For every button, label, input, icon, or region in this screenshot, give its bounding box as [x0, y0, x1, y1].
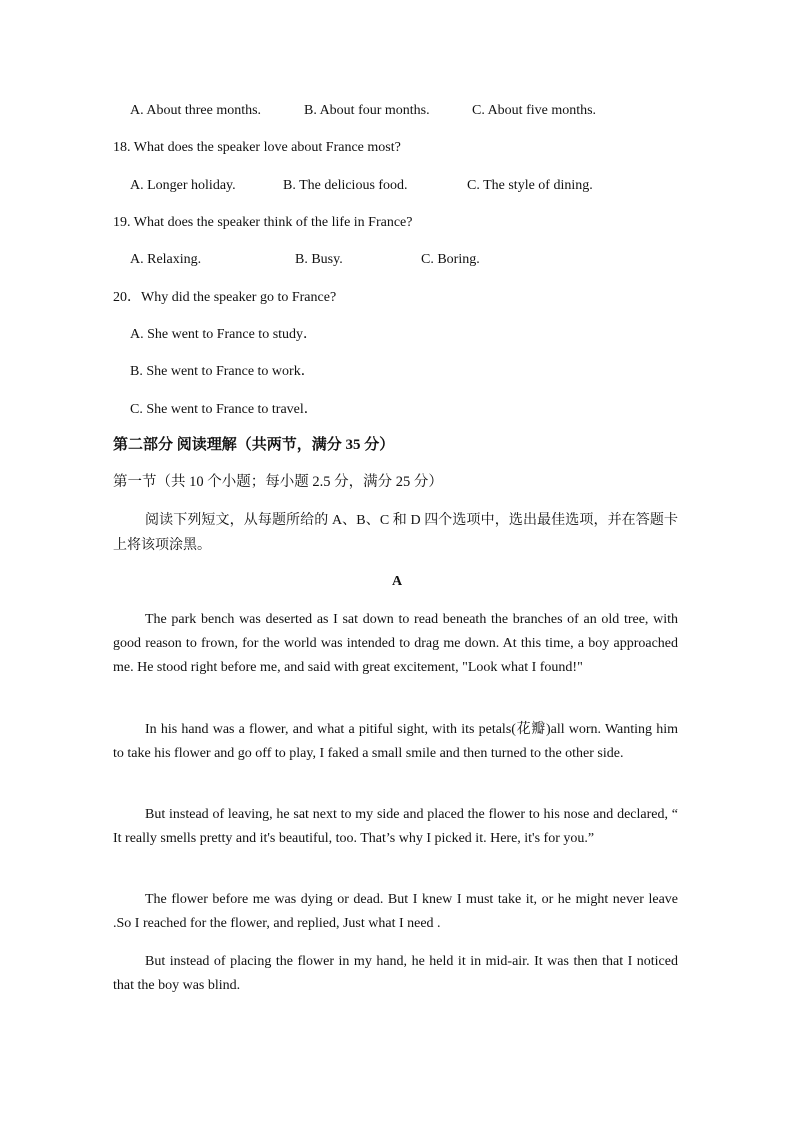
q19-option-c: C. Boring.: [421, 252, 480, 267]
passage-paragraph-4: The flower before me was dying or dead. But I knew I must take it, or he might never leave .So I reached for the flower, and replied, Just what I need .: [113, 892, 678, 931]
q18-option-a: A. Longer holiday.: [130, 178, 236, 193]
passage-paragraph-3: But instead of leaving, he sat next to my side and placed the flower to his nose and declared, “ It really smells pretty and it's beautiful, too. That’s why I picked it. Here, it's for you.”: [113, 807, 678, 846]
q20-option-b: B. She went to France to work．: [130, 364, 315, 379]
part2-title: 第二部分 阅读理解（共两节，满分 35 分）: [113, 437, 395, 453]
q17-option-a: A. About three months.: [130, 103, 262, 118]
q19-question: 19. What does the speaker think of the life in France?: [113, 215, 413, 230]
q18-question: 18. What does the speaker love about France most?: [113, 140, 401, 155]
passage-paragraph-1: The park bench was deserted as I sat down to read beneath the branches of an old tree, with good reason to frown, for the world was intended to drag me down. At this time, a boy approached me. He stood right before me, and said with great excitement, "Look what I found!": [113, 612, 678, 675]
q20-question: 20．Why did the speaker go to France?: [113, 290, 337, 305]
q19-option-b: B. Busy.: [295, 252, 343, 267]
passage-paragraph-5: But instead of placing the flower in my hand, he held it in mid-air. It was then that I noticed that the boy was blind.: [113, 954, 678, 993]
q20-option-a: A. She went to France to study．: [130, 327, 318, 342]
q17-option-b: B. About four months.: [304, 103, 430, 118]
q19-option-a: A. Relaxing.: [130, 252, 202, 267]
q17-option-c: C. About five months.: [472, 103, 597, 118]
q18-option-c: C. The style of dining.: [467, 178, 593, 193]
instructions: 阅读下列短文，从每题所给的 A、B、C 和 D 四个选项中，选出最佳选项，并在答题卡上将该项涂黑。: [113, 513, 678, 553]
q20-option-c: C. She went to France to travel．: [130, 402, 318, 417]
section1-title: 第一节（共 10 个小题；每小题 2.5 分，满分 25 分）: [113, 474, 443, 490]
passage-label: A: [391, 574, 403, 589]
passage-paragraph-2: In his hand was a flower, and what a pitiful sight, with its petals(花瓣)all worn. Wanting him to take his flower and go off to play, I faked a small smile and then turned to the other side.: [113, 722, 678, 761]
q18-option-b: B. The delicious food.: [283, 178, 408, 193]
